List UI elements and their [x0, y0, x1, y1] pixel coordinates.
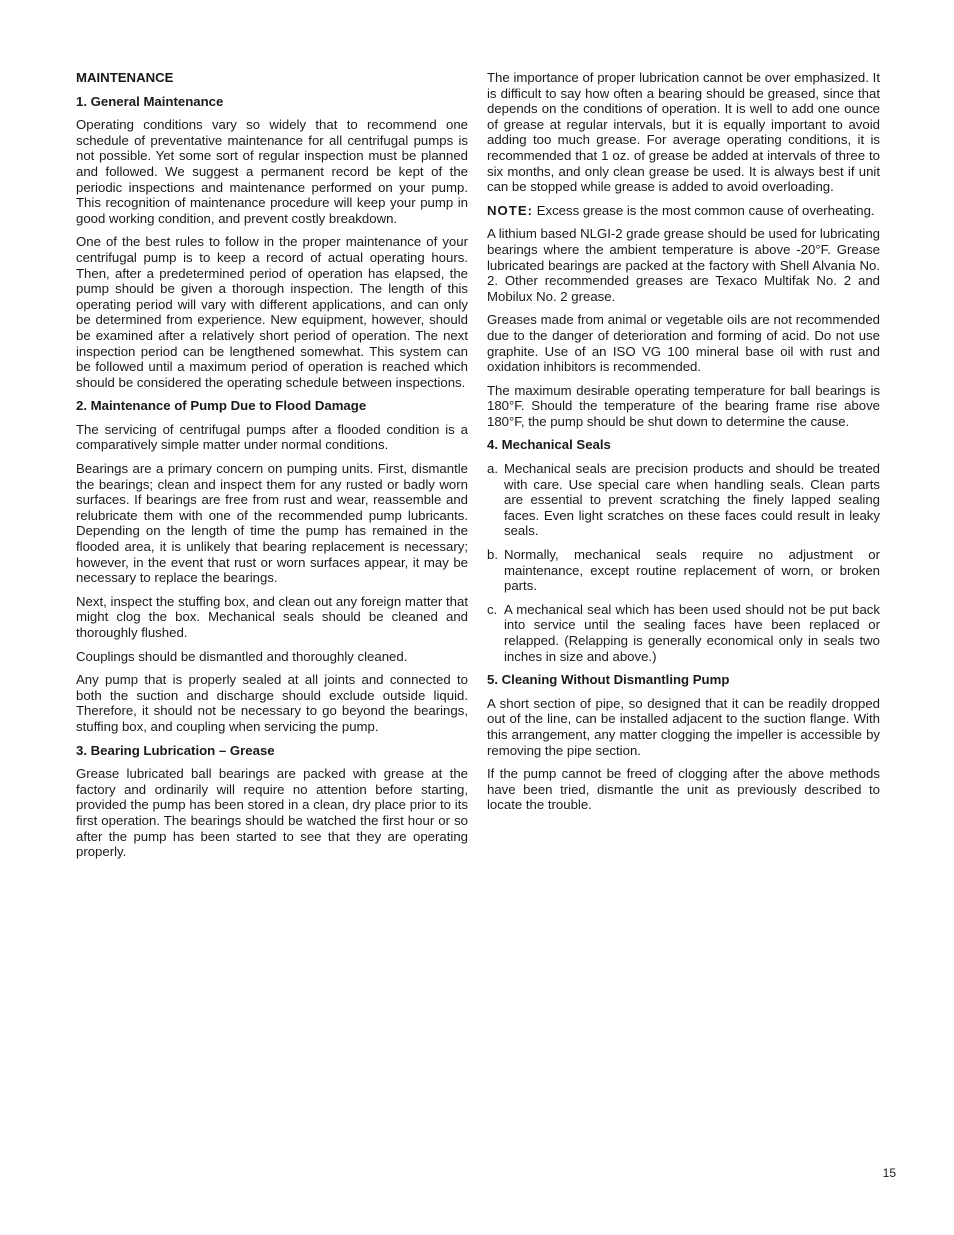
left-column — [76, 70, 468, 868]
lubrication-paragraph-4: The maximum desirable operating temperature for ball bearings is 180°F. Should the temperature of the bearing frame rise above 180°F, the pump should be shut down to determine the cause. — [487, 382, 880, 429]
section-2-paragraph-5: Any pump that is properly sealed at all joints and connected to both the suction and discharge should exclude outside liquid. Therefore, it should not be necessary to go beyond the bearings, stuffing box, and coupling when servicing the pump. — [76, 672, 468, 734]
lubrication-paragraph-1: The importance of proper lubrication cannot be over emphasized. It is difficult to say how often a bearing should be greased, since that depends on the conditions of operation. It is well to add one ounce of grease at regular intervals, but it is equally important to avoid adding too much grease. For average operating conditions, it is recommended that 1 oz. of grease be added at intervals of three to six months, and only clean grease be used. It is always best if unit can be stopped while grease is added to avoid overloading. — [487, 70, 880, 195]
section-3-paragraph-1: Grease lubricated ball bearings are packed with grease at the factory and ordinarily will require no attention before starting, provided the pump has been stored in a clean, dry place prior to its first operation. The bearings should be watched the first hour or so after the pump has been started to see that they are operating properly. — [76, 766, 468, 860]
section-4-heading: 4. Mechanical Seals — [487, 437, 611, 453]
page-number: 15 — [882, 1166, 896, 1180]
section-5-paragraph-1: A short section of pipe, so designed that it can be readily dropped out of the line, can be installed adjacent to the suction flange. With this arrangement, any matter clogging the impeller is accessible by removing the pipe section. — [487, 695, 880, 758]
note-label: NOTE: — [487, 202, 534, 218]
list-item-letter: c. — [487, 601, 498, 617]
section-2-heading: 2. Maintenance of Pump Due to Flood Damage — [76, 398, 367, 414]
section-1-paragraph-1: Operating conditions vary so widely that to recommend one schedule of preventative maintenance for all centrifugal pumps is not possible. Yet some sort of regular inspection must be planned and followed. We suggest a permanent record be kept of the periodic inspections and maintenance performed on your pump. This recognition of maintenance procedure will keep your pump in good working condition, and prevent costly breakdown. — [76, 117, 468, 226]
lubrication-paragraph-2: A lithium based NLGI-2 grade grease should be used for lubricating bearings where the ambient temperature is above -20°F. Grease lubricated bearings are packed at the factory with Shell Alvania No. 2. Other recommended greases are Texaco Multifak No. 2 and Mobilux No. 2 grease. — [487, 226, 880, 304]
right-column — [487, 70, 880, 821]
note-text: Excess grease is the most common cause of overheating. — [533, 202, 875, 218]
list-item-text: A mechanical seal which has been used should not be put back into service until the sealing faces have been replaced or relapped. (Relapping is generally economical only in seals two inches in size and above.) — [504, 601, 880, 664]
note-paragraph — [487, 203, 880, 219]
section-1-heading: 1. General Maintenance — [76, 93, 224, 109]
list-item-letter: b. — [487, 547, 498, 563]
list-item-text: Normally, mechanical seals require no adjustment or maintenance, except routine replacement of worn, or broken parts. — [504, 547, 880, 594]
list-item-text: Mechanical seals are precision products and should be treated with care. Use special care when handling seals. Clean parts are essential to prevent scratching the finely lapped sealing faces. Even light scratches on these faces could result in leaky seals. — [504, 461, 880, 539]
list-item — [487, 461, 880, 539]
section-5-heading: 5. Cleaning Without Dismantling Pump — [487, 672, 730, 688]
list-item — [487, 602, 880, 664]
section-2-paragraph-1: The servicing of centrifugal pumps after a flooded condition is a comparatively simple matter under normal conditions. — [76, 421, 468, 453]
section-2-paragraph-4: Couplings should be dismantled and thoroughly cleaned. — [76, 648, 408, 664]
section-5-paragraph-2: If the pump cannot be freed of clogging after the above methods have been tried, dismantle the unit as previously described to locate the trouble. — [487, 766, 880, 813]
section-1-paragraph-2: One of the best rules to follow in the proper maintenance of your centrifugal pump is to keep a record of actual operating hours. Then, after a predetermined period of operation has elapsed, the pump should be given a thorough inspection. The length of this operating period will vary with different applications, and can only be determined from experience. New equipment, however, should be examined after a relatively short period of operation. The next inspection period can be lengthened somewhat. This system can be followed until a maximum period of operation is reached which should be considered the operating schedule between inspections. — [76, 234, 468, 390]
section-2-paragraph-3: Next, inspect the stuffing box, and clean out any foreign matter that might clog the box. Mechanical seals should be cleaned and thoroughly flushed. — [76, 593, 468, 640]
section-3-heading: 3. Bearing Lubrication – Grease — [76, 742, 275, 758]
lubrication-paragraph-3: Greases made from animal or vegetable oils are not recommended due to the danger of deterioration and forming of acid. Do not use graphite. Use of an ISO VG 100 mineral base oil with rust and oxidation inhibitors is recommended. — [487, 312, 880, 375]
section-2-paragraph-2: Bearings are a primary concern on pumping units. First, dismantle the bearings; clean and inspect them for any rusted or badly worn surfaces. If bearings are free from rust and wear, reassemble and relubricate them with one of the recommended pump lubricants. Depending on the length of time the pump has remained in the flooded area, it is unlikely that bearing replacement is necessary; however, in the event that rust or worn surfaces appear, it may be necessary to replace the bearings. — [76, 461, 468, 586]
list-item — [487, 547, 880, 594]
list-item-letter: a. — [487, 461, 498, 477]
section-title: MAINTENANCE — [76, 70, 174, 85]
